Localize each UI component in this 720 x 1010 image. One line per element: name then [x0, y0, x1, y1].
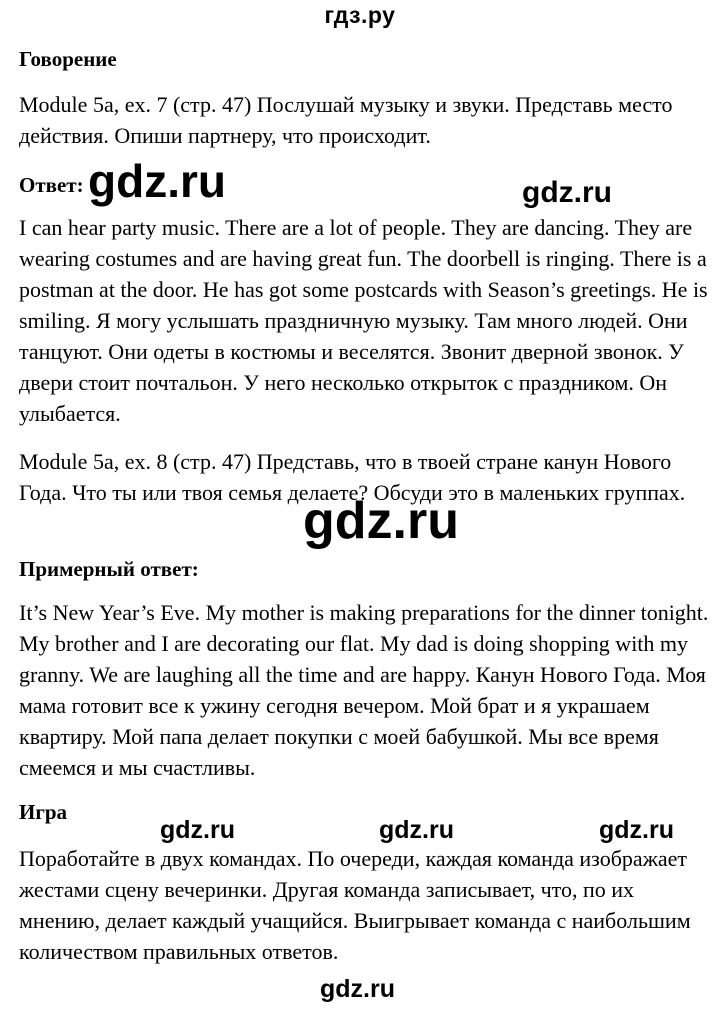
watermark: gdz.ru: [522, 176, 612, 209]
task-text-2: Module 5a, ex. 8 (стр. 47) Представь, что в твоей стране канун Нового Года. Что ты или твоя семья делаете? Обсуди это в маленьких группах.: [19, 449, 686, 505]
sample-answer-label: Примерный ответ:: [19, 557, 199, 581]
watermark: gdz.ru: [160, 816, 235, 844]
answer-text-2: It’s New Year’s Eve. My mother is making preparations for the dinner tonight. My brother and I are decorating our flat. My dad is doing shopping with my granny. We are laughing all the time and are happy. Канун Нового Года. Моя мама готовит все к ужину сегодня вечером. Мой брат и я украшаем квартиру. Мой папа делает покупки с моей бабушкой. Мы все время смеемся и мы счастливы.: [19, 600, 709, 780]
site-header: гдз.ру: [324, 2, 396, 28]
section-heading-game: Игра: [19, 800, 68, 824]
watermark: gdz.ru: [599, 816, 674, 844]
answer-label: Ответ:: [19, 173, 84, 197]
watermark: gdz.ru: [379, 816, 454, 844]
section-heading-speaking: Говорение: [19, 47, 117, 71]
watermark: gdz.ru: [88, 155, 226, 207]
task-text-1: Module 5a, ex. 7 (стр. 47) Послушай музыку и звуки. Представь место действия. Опиши партнеру, что происходит.: [19, 92, 673, 148]
watermark: gdz.ru: [320, 975, 395, 1003]
watermark: gdz.ru: [303, 492, 459, 550]
answer-text-1: I can hear party music. There are a lot of people. They are dancing. They are wearing costumes and are having great fun. The doorbell is ringing. There is a postman at the door. He has got some postcards with Season’s greetings. He is smiling. Я могу услышать праздничную музыку. Там много людей. Они танцуют. Они одеты в костюмы и веселятся. Звонит дверной звонок. У двери стоит почтальон. У него несколько открыток с праздником. Он улыбается.: [19, 215, 708, 426]
game-text: Поработайте в двух командах. По очереди, каждая команда изображает жестами сцену вечеринки. Другая команда записывает, что, по их мнению, делает каждый учащийся. Выигрывает команда с наибольшим количеством правильных ответов.: [19, 846, 691, 964]
